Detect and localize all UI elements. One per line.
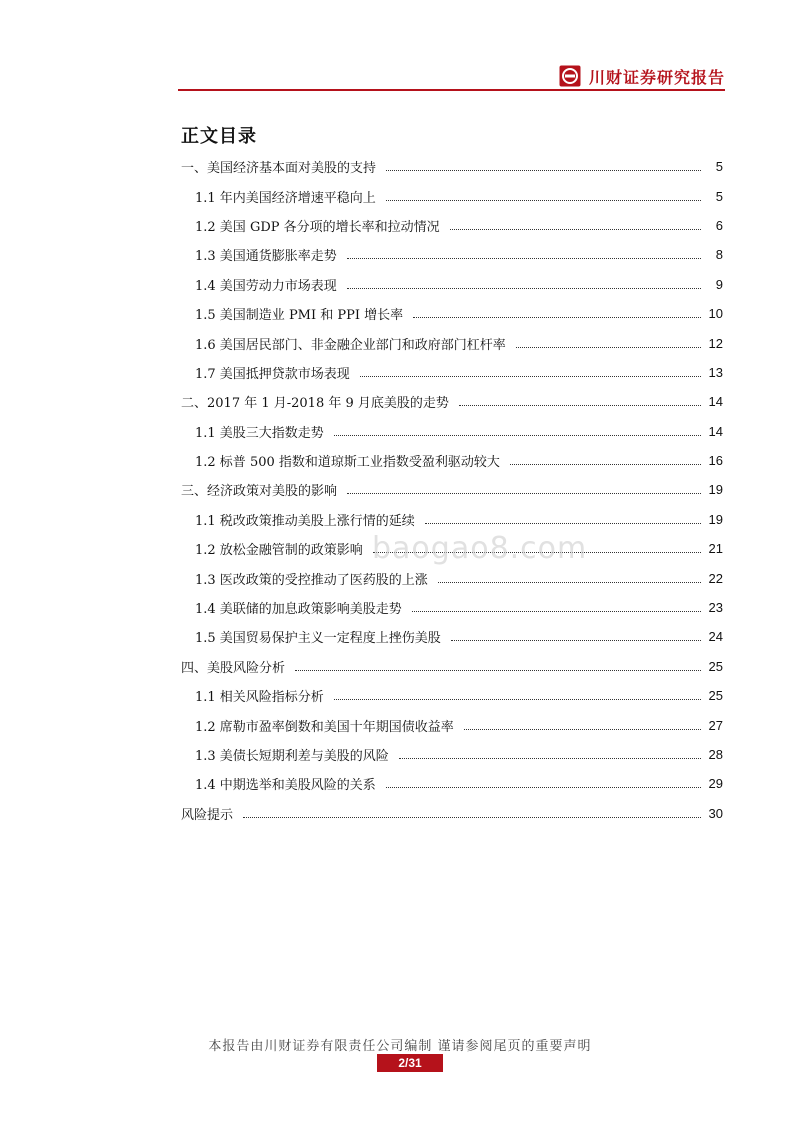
toc-entry[interactable] <box>181 240 723 269</box>
toc-dot-leader <box>360 376 701 377</box>
toc-entry-title: 1.2 标普 500 指数和道琼斯工业指数受盈利驱动较大 <box>195 451 504 470</box>
toc-dot-leader <box>459 405 701 406</box>
toc-dot-leader <box>347 288 701 289</box>
toc-dot-leader <box>386 170 701 171</box>
footer-disclaimer: 本报告由川财证券有限责任公司编制 谨请参阅尾页的重要声明 <box>208 1039 592 1054</box>
toc-entry[interactable] <box>181 740 723 769</box>
toc-entry-title: 二、2017 年 1 月-2018 年 9 月底美股的走势 <box>181 392 453 411</box>
toc-dot-leader <box>464 729 701 730</box>
watermark: baogao8.com <box>372 531 588 566</box>
toc-entry-title: 1.5 美国制造业 PMI 和 PPI 增长率 <box>195 304 407 323</box>
brand-name: 川财证券研究报告 <box>588 67 725 87</box>
toc-entry-page: 10 <box>708 306 723 322</box>
toc-entry-title: 1.4 美联储的加息政策影响美股走势 <box>195 598 406 617</box>
toc-entry-page: 28 <box>708 747 723 762</box>
toc-dot-leader <box>386 200 701 201</box>
toc-entry-title: 三、经济政策对美股的影响 <box>181 480 341 499</box>
toc-dot-leader <box>413 317 701 318</box>
toc-dot-leader <box>399 758 701 759</box>
toc-entry-title: 1.3 美债长短期利差与美股的风险 <box>195 745 393 764</box>
toc-dot-leader <box>412 611 701 612</box>
toc-entry-page: 25 <box>708 658 723 674</box>
toc-entry-title: 1.1 年内美国经济增速平稳向上 <box>195 187 380 206</box>
toc-entry-title: 1.3 医改政策的受控推动了医药股的上涨 <box>195 569 432 588</box>
toc-entry-page: 19 <box>708 482 723 498</box>
toc-dot-leader <box>425 523 701 524</box>
toc-entry[interactable] <box>181 417 723 446</box>
toc-entry-page: 29 <box>708 776 723 792</box>
toc-dot-leader <box>334 699 701 700</box>
toc-entry-page: 19 <box>708 511 723 527</box>
toc-entry[interactable] <box>181 505 723 534</box>
toc-dot-leader <box>450 229 701 230</box>
toc-entry-title: 1.2 放松金融管制的政策影响 <box>195 539 367 558</box>
toc-dot-leader <box>347 493 701 494</box>
toc-entry-title: 1.7 美国抵押贷款市场表现 <box>195 363 354 382</box>
toc-entry[interactable] <box>181 622 723 651</box>
toc-entry[interactable] <box>181 328 723 357</box>
toc-entry[interactable] <box>181 681 723 710</box>
toc-dot-leader <box>516 347 701 348</box>
toc-entry[interactable] <box>181 358 723 387</box>
toc-dot-leader <box>451 640 701 641</box>
toc-entry[interactable] <box>181 387 723 416</box>
toc-entry-page: 30 <box>708 805 723 821</box>
toc-entry-page: 9 <box>715 276 723 292</box>
toc-dot-leader <box>243 817 701 818</box>
toc-list <box>181 152 723 828</box>
toc-entry[interactable] <box>181 211 723 240</box>
toc-entry-title: 四、美股风险分析 <box>181 657 289 676</box>
toc-entry-title: 1.6 美国居民部门、非金融企业部门和政府部门杠杆率 <box>195 334 510 353</box>
toc-entry-title: 1.1 相关风险指标分析 <box>195 686 328 705</box>
toc-title: 正文目录 <box>181 126 257 147</box>
toc-entry-page: 21 <box>708 541 723 557</box>
toc-entry[interactable] <box>181 593 723 622</box>
toc-entry[interactable] <box>181 799 723 828</box>
toc-dot-leader <box>510 464 701 465</box>
toc-entry-title: 1.2 席勒市盈率倒数和美国十年期国债收益率 <box>195 716 458 735</box>
toc-dot-leader <box>386 787 701 788</box>
toc-entry-page: 5 <box>715 188 723 204</box>
toc-entry[interactable] <box>181 563 723 592</box>
toc-entry-page: 13 <box>708 364 723 380</box>
toc-dot-leader <box>295 670 701 671</box>
toc-entry-page: 6 <box>715 217 723 233</box>
toc-dot-leader <box>438 582 701 583</box>
toc-entry-page: 25 <box>708 688 723 704</box>
toc-entry-page: 22 <box>708 570 723 586</box>
toc-entry-title: 1.3 美国通货膨胀率走势 <box>195 245 341 264</box>
toc-entry[interactable] <box>181 710 723 739</box>
toc-entry-title: 1.5 美国贸易保护主义一定程度上挫伤美股 <box>195 627 445 646</box>
toc-entry[interactable] <box>181 769 723 798</box>
toc-entry-page: 12 <box>708 335 723 351</box>
toc-entry-page: 8 <box>715 247 723 263</box>
toc-entry[interactable] <box>181 652 723 681</box>
toc-entry-title: 1.4 美国劳动力市场表现 <box>195 275 341 294</box>
header-divider <box>178 89 725 91</box>
toc-entry-page: 14 <box>708 423 723 439</box>
toc-entry-page: 14 <box>708 394 723 410</box>
toc-dot-leader <box>347 258 701 259</box>
toc-entry-page: 16 <box>708 453 723 469</box>
toc-dot-leader <box>334 435 701 436</box>
toc-entry-title: 1.1 税改政策推动美股上涨行情的延续 <box>195 510 419 529</box>
toc-entry[interactable] <box>181 475 723 504</box>
toc-entry-page: 27 <box>708 717 723 733</box>
toc-entry-title: 1.2 美国 GDP 各分项的增长率和拉动情况 <box>195 216 444 235</box>
header-brand <box>559 64 725 88</box>
toc-entry-title: 一、美国经济基本面对美股的支持 <box>181 157 380 176</box>
toc-entry-title: 风险提示 <box>181 804 237 823</box>
toc-entry[interactable] <box>181 299 723 328</box>
toc-entry[interactable] <box>181 181 723 210</box>
toc-entry[interactable] <box>181 152 723 181</box>
page-number-badge: 2/31 <box>377 1054 443 1072</box>
toc-entry-page: 5 <box>715 159 723 175</box>
toc-entry-page: 23 <box>708 600 723 616</box>
toc-entry[interactable] <box>181 270 723 299</box>
toc-entry-title: 1.1 美股三大指数走势 <box>195 422 328 441</box>
toc-entry[interactable] <box>181 446 723 475</box>
brand-logo-icon <box>559 65 581 87</box>
toc-entry-title: 1.4 中期选举和美股风险的关系 <box>195 774 380 793</box>
toc-entry-page: 24 <box>708 629 723 645</box>
